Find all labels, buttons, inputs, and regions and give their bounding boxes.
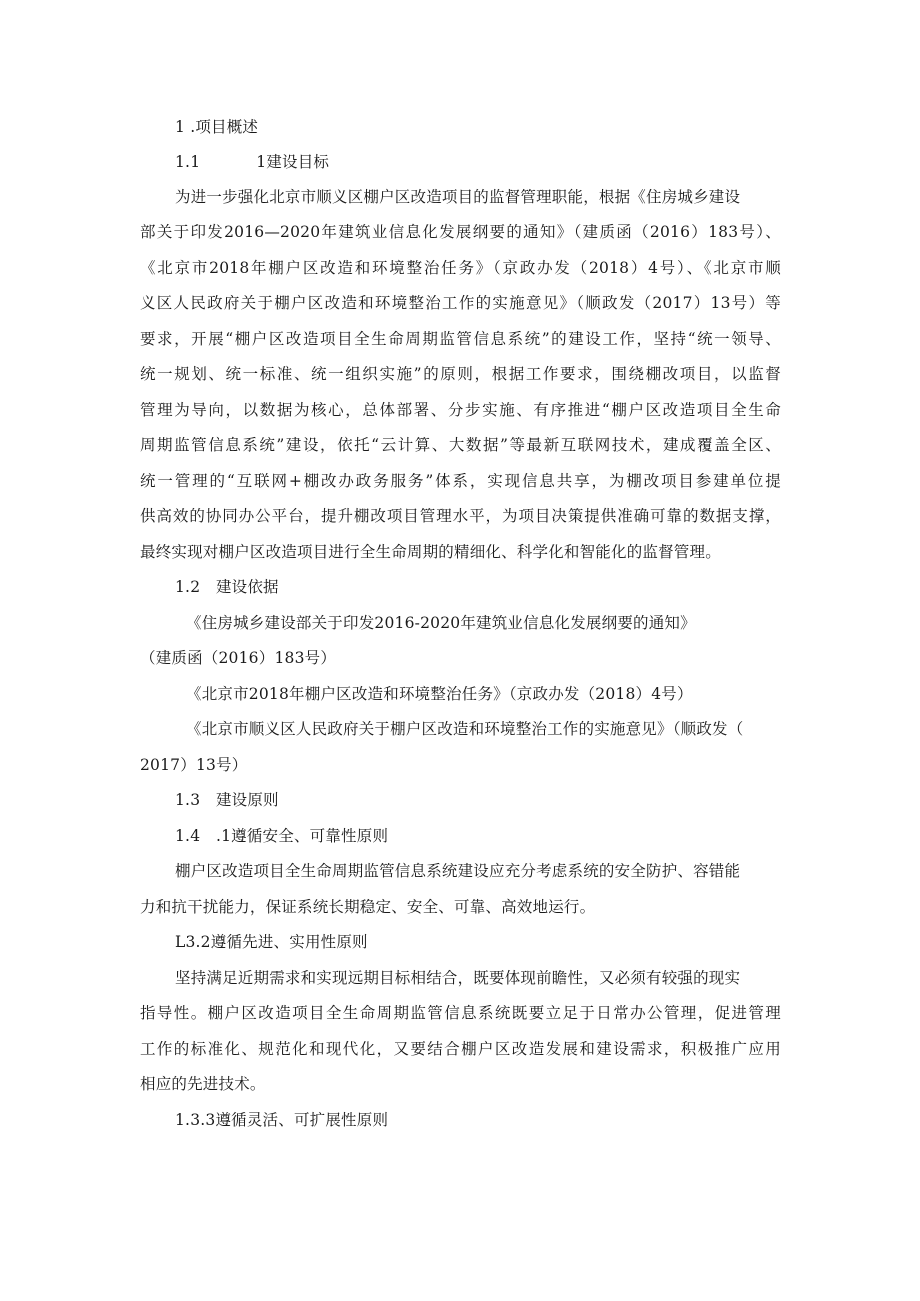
paragraph-line: 力和抗干扰能力，保证系统长期稳定、安全、可靠、高效地运行。 bbox=[140, 898, 596, 916]
basis-item-continued: （建质函（2016）183号） bbox=[140, 649, 337, 667]
paragraph-line: 义区人民政府关于棚户区改造和环境整治工作的实施意见》（顺政发（2017）13号）等 bbox=[140, 294, 781, 312]
paragraph-line: 坚持满足近期需求和实现远期目标相结合，既要体现前瞻性，又必须有较强的现实 bbox=[175, 969, 741, 987]
paragraph-line: 要求，开展“棚户区改造项目全生命周期监管信息系统”的建设工作，坚持“统一领导、 bbox=[140, 330, 781, 348]
paragraph-line: 部关于印发2016—2020年建筑业信息化发展纲要的通知》（建质函（2016）183号）、 bbox=[140, 223, 781, 241]
section-title: 1建设目标 bbox=[256, 153, 330, 171]
paragraph-line: 最终实现对棚户区改造项目进行全生命周期的精细化、科学化和智能化的监督管理。 bbox=[140, 543, 721, 561]
paragraph-line: 指导性。棚户区改造项目全生命周期监管信息系统既要立足于日常办公管理，促进管理 bbox=[140, 1004, 781, 1022]
basis-item: 《住房城乡建设部关于印发2016-2020年建筑业信息化发展纲要的通知》 bbox=[186, 614, 696, 632]
section-heading-construction-goal bbox=[175, 152, 329, 172]
paragraph-line: 统一规划、统一标准、统一组织实施”的原则，根据工作要求，围绕棚改项目，以监督 bbox=[140, 365, 781, 383]
paragraph-line: 供高效的协同办公平台，提升棚改项目管理水平，为项目决策提供准确可靠的数据支撑， bbox=[140, 507, 781, 525]
section-heading-construction-principles: 1.3 建设原则 bbox=[175, 791, 279, 809]
paragraph-line: 统一管理的“互联网+棚改办政务服务”体系，实现信息共享，为棚改项目参建单位提 bbox=[140, 472, 781, 490]
subsection-heading-advanced: L3.2遵循先进、实用性原则 bbox=[175, 933, 368, 951]
subsection-heading-flexibility: 1.3.3遵循灵活、可扩展性原则 bbox=[175, 1111, 389, 1129]
section-number: 1.1 bbox=[175, 153, 201, 171]
basis-item: 《北京市2018年棚户区改造和环境整治任务》（京政办发（2018）4号） bbox=[186, 685, 693, 703]
paragraph-line: 周期监管信息系统”建设，依托“云计算、大数据”等最新互联网技术，建成覆盖全区、 bbox=[140, 436, 781, 454]
section-heading-construction-basis: 1.2 建设依据 bbox=[175, 578, 279, 596]
paragraph-line: 相应的先进技术。 bbox=[140, 1075, 266, 1093]
section-heading-overview: 1 .项目概述 bbox=[175, 118, 259, 136]
paragraph-line: 棚户区改造项目全生命周期监管信息系统建设应充分考虑系统的安全防护、容错能 bbox=[175, 862, 741, 880]
paragraph-line: 工作的标准化、规范化和现代化，又要结合棚户区改造发展和建设需求，积极推广应用 bbox=[140, 1040, 781, 1058]
paragraph-line: 《北京市2018年棚户区改造和环境整治任务》（京政办发（2018）4号）、《北京市顺 bbox=[140, 259, 781, 277]
paragraph-line: 为进一步强化北京市顺义区棚户区改造项目的监督管理职能，根据《住房城乡建设 bbox=[175, 188, 741, 206]
basis-item-continued: 2017）13号） bbox=[140, 756, 248, 774]
paragraph-line: 管理为导向，以数据为核心，总体部署、分步实施、有序推进“棚户区改造项目全生命 bbox=[140, 401, 781, 419]
basis-item: 《北京市顺义区人民政府关于棚户区改造和环境整治工作的实施意见》（顺政发（ bbox=[186, 720, 744, 738]
subsection-heading-security: 1.4 .1遵循安全、可靠性原则 bbox=[175, 827, 389, 845]
